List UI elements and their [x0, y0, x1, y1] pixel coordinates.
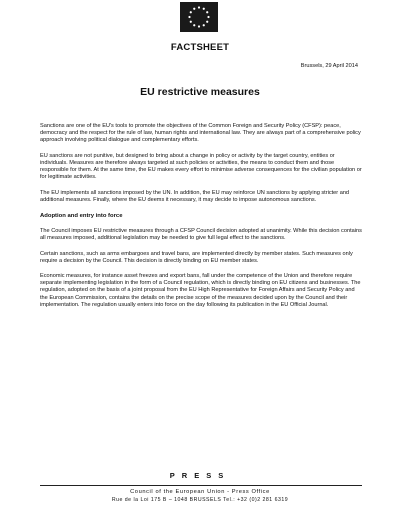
logo-star: [188, 16, 190, 18]
logo-star: [193, 8, 195, 10]
logo-star: [203, 8, 205, 10]
document-title: EU restrictive measures: [140, 86, 260, 98]
paragraph: EU sanctions are not punitive, but designed to bring about a change in policy or activity by the target country, entities or individuals. Measures are therefore always targeted at such policies or activities, the means to conduct them and those responsible for them. At the same time, the EU makes every effort to minimise adverse consequences for the civilian population or for legitimate activities.: [40, 152, 362, 181]
logo-star: [207, 16, 209, 18]
paragraph: Economic measures, for instance asset freezes and export bans, fall under the competence of the Union and therefore require separate implementing legislation in the form of a Council regulation, which is directly binding on EU citizens and businesses. The regulation, adopted on the basis of a joint proposal from the EU High Representative for Foreign Affairs and Security Policy and the European Commission, contains the details on the precise scope of the measures decided upon by the Council and their implementation. The regulation usually enters into force on the day following its publication in the EU Official Journal.: [40, 273, 361, 308]
logo-star: [198, 25, 200, 27]
eu-flag-logo-icon: [180, 2, 218, 32]
logo-star: [206, 21, 208, 23]
footer-divider: [40, 485, 362, 486]
section-heading: Adoption and entry into force: [40, 212, 123, 219]
logo-star: [190, 21, 192, 23]
footer-address: Rue de la Loi 175 B – 1048 BRUSSELS Tel.: +32 (0)2 281 6319: [111, 497, 289, 503]
dateline: Brussels, 29 April 2014: [300, 63, 358, 69]
logo-star: [193, 24, 195, 26]
logo-star: [206, 11, 208, 13]
paragraph: Sanctions are one of the EU's tools to promote the objectives of the Common Foreign and Security Policy (CFSP): peace, democracy and the respect for the rule of law, human rights and international law. They are always part of a comprehensive policy approach involving political dialogue and complementary efforts.: [40, 123, 361, 144]
paragraph: The EU implements all sanctions imposed by the UN. In addition, the EU may reinforce UN sanctions by applying stricter and additional measures. Finally, where the EU deems it necessary, it may decide to impose autonomous sanctions.: [40, 189, 350, 203]
logo-star: [203, 24, 205, 26]
document-body: [40, 123, 362, 317]
footer-office: Council of the European Union - Press Office: [130, 489, 270, 495]
logo-star: [190, 11, 192, 13]
paragraph: Certain sanctions, such as arms embargoes and travel bans, are implemented directly by member states. Such measures only require a decision by the Council. This decision is directly binding on EU member states.: [40, 250, 353, 264]
logo-star: [198, 6, 200, 8]
paragraph: The Council imposes EU restrictive measures through a CFSP Council decision adopted at unanimity. While this decision contains all measures imposed, additional legislation may be needed to give full legal effect to the sanctions.: [40, 227, 362, 241]
document-type-label: FACTSHEET: [170, 42, 230, 53]
press-label: PRESS: [169, 471, 231, 480]
